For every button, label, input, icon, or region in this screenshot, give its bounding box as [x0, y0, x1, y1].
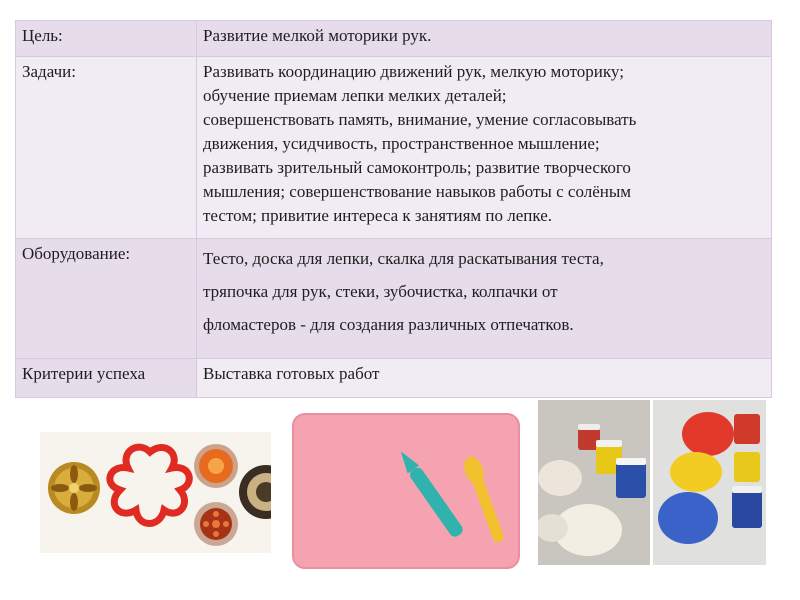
- lesson-plan-table: [15, 20, 772, 398]
- clay-stamps-image: [40, 432, 271, 553]
- clay-stamps-illustration: [40, 432, 271, 553]
- tasks-line: Развивать координацию движений рук, мелкую моторику;: [203, 62, 624, 81]
- table-row-equipment: [16, 239, 772, 359]
- goal-label: Цель:: [16, 21, 197, 57]
- equipment-line: тряпочка для рук, стеки, зубочистка, колпачки от: [203, 282, 558, 301]
- equipment-line: фломастеров - для создания различных отпечатков.: [203, 315, 574, 334]
- tasks-line: тестом; привитие интереса к занятиям по лепке.: [203, 206, 553, 225]
- tasks-line: мышления; совершенствование навыков работы с солёным: [203, 182, 632, 201]
- tasks-label: Задачи:: [16, 57, 197, 239]
- tasks-line: совершенствовать память, внимание, умение согласовывать: [203, 110, 637, 129]
- equipment-value: [197, 239, 772, 359]
- equipment-label: Оборудование:: [16, 239, 197, 359]
- equipment-line: Тесто, доска для лепки, скалка для раскатывания теста,: [203, 249, 604, 268]
- modeling-board-image: [290, 410, 522, 572]
- criteria-label: Критерии успеха: [16, 359, 197, 398]
- tasks-line: развивать зрительный самоконтроль; развитие творческого: [203, 158, 631, 177]
- goal-value: Развитие мелкой моторики рук.: [197, 21, 772, 57]
- salt-dough-paints-image: [538, 400, 766, 565]
- criteria-value: Выставка готовых работ: [197, 359, 772, 398]
- table-row-criteria: [16, 359, 772, 398]
- table-row-tasks: [16, 57, 772, 239]
- salt-dough-paints-illustration: [538, 400, 766, 565]
- tasks-line: движения, усидчивость, пространственное мышление;: [203, 134, 600, 153]
- modeling-board-illustration: [290, 410, 522, 572]
- table-row-goal: [16, 21, 772, 57]
- tasks-line: обучение приемам лепки мелких деталей;: [203, 86, 507, 105]
- tasks-value: [197, 57, 772, 239]
